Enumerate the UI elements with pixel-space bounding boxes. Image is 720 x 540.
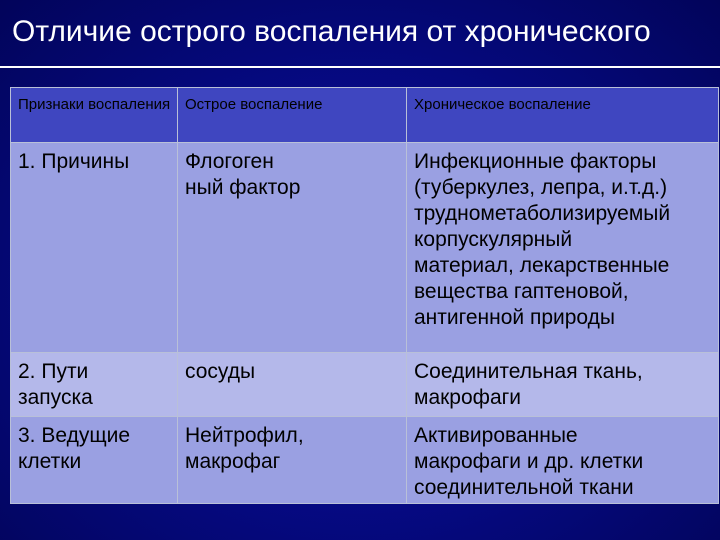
cell-line: (туберкулез, лепра, и.т.д.) — [414, 176, 668, 199]
cell-line: Нейтрофил, — [185, 424, 304, 447]
table-row-causes — [11, 143, 719, 353]
table-row-trigger-paths — [11, 353, 719, 417]
row-label-trigger-paths — [11, 353, 178, 417]
row-label-text: клетки — [18, 450, 82, 473]
cell-line: макрофаг — [185, 450, 281, 473]
cell-line: соединительной ткани — [414, 476, 634, 499]
cell-chronic-causes — [407, 143, 719, 353]
cell-line: корпускулярный — [414, 228, 573, 251]
cell-line: Активированные — [414, 424, 578, 447]
row-label-text: 1. Причины — [18, 150, 130, 173]
cell-acute-trigger-paths — [178, 353, 407, 417]
cell-line: материал, лекарственные — [414, 254, 670, 277]
cell-line: Флогоген — [185, 150, 274, 173]
header-chronic: Хроническое воспаление — [407, 88, 719, 143]
row-label-text: запуска — [18, 386, 93, 409]
cell-line: макрофаги — [414, 386, 522, 409]
title-divider — [0, 66, 720, 68]
row-label-text: 3. Ведущие — [18, 424, 131, 447]
header-acute: Острое воспаление — [178, 88, 407, 143]
cell-chronic-trigger-paths — [407, 353, 719, 417]
row-label-causes — [11, 143, 178, 353]
cell-line: ный фактор — [185, 176, 301, 199]
table-row-leading-cells — [11, 417, 719, 504]
comparison-table — [10, 87, 719, 504]
cell-line: Соединительная ткань, — [414, 360, 643, 383]
row-label-leading-cells — [11, 417, 178, 504]
cell-line: вещества гаптеновой, — [414, 280, 629, 303]
cell-chronic-leading-cells — [407, 417, 719, 504]
slide-title: Отличие острого воспаления от хронического — [12, 15, 651, 48]
cell-line: макрофаги и др. клетки — [414, 450, 644, 473]
cell-acute-causes — [178, 143, 407, 353]
cell-line: Инфекционные факторы — [414, 150, 657, 173]
cell-line: труднометаболизируемый — [414, 202, 671, 225]
header-signs: Признаки воспаления — [11, 88, 178, 143]
row-label-text: 2. Пути — [18, 360, 89, 383]
cell-line: сосуды — [185, 360, 256, 383]
cell-line: антигенной природы — [414, 306, 615, 329]
cell-acute-leading-cells — [178, 417, 407, 504]
table-header-row — [11, 88, 719, 143]
